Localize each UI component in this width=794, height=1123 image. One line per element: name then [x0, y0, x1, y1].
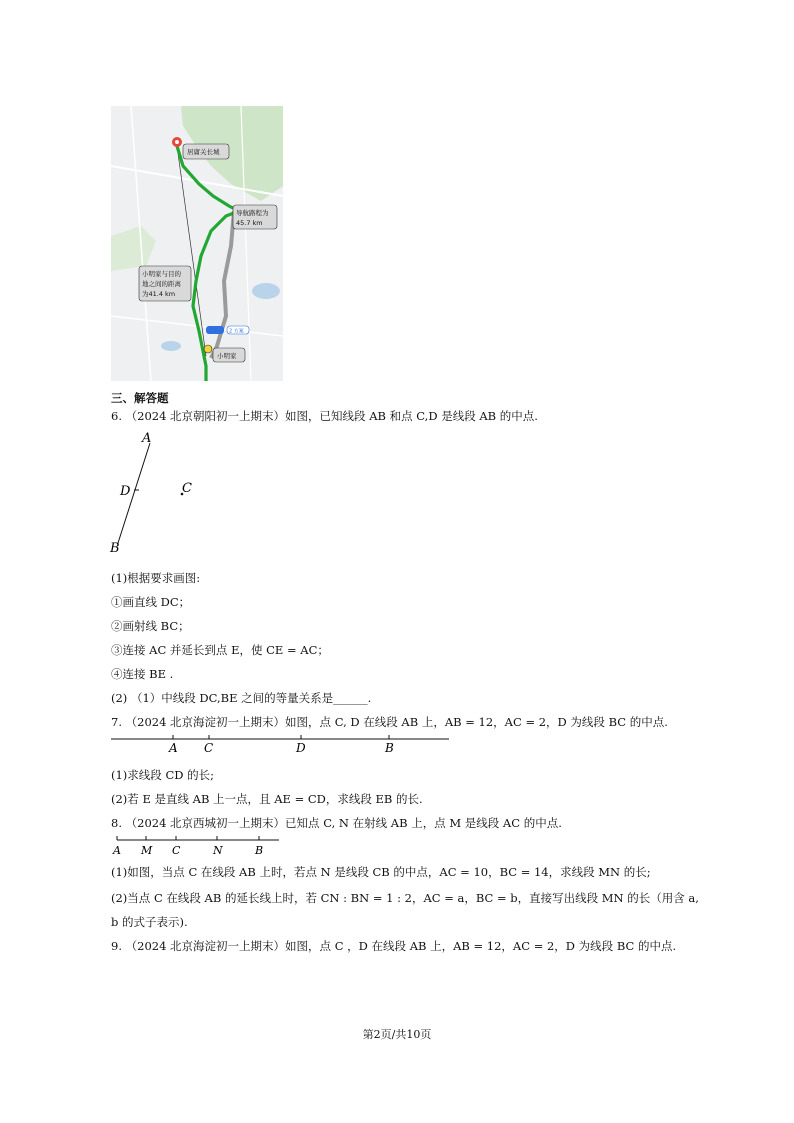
q6-step-2: ②画射线 BC；: [111, 619, 190, 633]
q7-part-1: (1)求线段 CD 的长;: [111, 768, 214, 782]
q8-label-N: N: [213, 844, 223, 857]
q7-label-D: D: [296, 741, 306, 755]
q8-label-M: M: [141, 844, 153, 857]
page-footer: 第2页/共10页: [362, 1028, 432, 1041]
q6-step-3: ③连接 AC 并延长到点 E，使 CE = AC；: [111, 643, 329, 657]
q8-label-C: C: [172, 844, 181, 857]
map-start-label: 居庸关长城: [187, 148, 220, 156]
q7-stem: 7. （2024 北京海淀初一上期末）如图，点 C, D 在线段 AB 上，AB = 12，AC = 2，D 为线段 BC 的中点.: [111, 715, 668, 729]
map-dist-label-line3: 为41.4 km: [142, 290, 176, 298]
q8-figure: [111, 834, 283, 858]
q7-label-A: A: [169, 741, 178, 755]
map-dist-label-line1: 小明家与目的: [142, 270, 181, 278]
q6-label-C: C: [182, 481, 192, 496]
q7-label-C: C: [204, 741, 214, 755]
q8-part-2-line1: (2)当点 C 在线段 AB 的延长线上时，若 CN : BN = 1 : 2，AC = a，BC = b，直接写出线段 MN 的长（用含 a,: [111, 891, 699, 905]
q8-stem: 8. （2024 北京西城初一上期末）已知点 C, N 在射线 AB 上，点 M 是线段 AC 的中点.: [111, 816, 562, 830]
map-nav-label-line2: 45.7 km: [236, 219, 263, 227]
q6-label-B: B: [110, 541, 120, 556]
q6-step-1: ①画直线 DC；: [111, 595, 191, 609]
q6-stem: 6. （2024 北京朝阳初一上期末）如图，已知线段 AB 和点 C,D 是线段 AB 的中点.: [111, 409, 538, 423]
q6-label-A: A: [142, 431, 152, 446]
q8-label-B: B: [255, 844, 264, 857]
q6-label-D: D: [120, 484, 131, 499]
map-plan-badge: 2 方案: [229, 328, 244, 335]
q7-part-2: (2)若 E 是直线 AB 上一点，且 AE = CD，求线段 EB 的长.: [111, 792, 423, 806]
q6-step-4: ④连接 BE .: [111, 667, 174, 681]
q6-sub2: (2) （1）中线段 DC,BE 之间的等量关系是______.: [111, 691, 372, 705]
map-home-label: 小明家: [217, 352, 237, 360]
q7-figure: [111, 733, 451, 755]
q8-part-2-line2: b 的式子表示).: [111, 915, 188, 929]
q6-sub1-title: (1)根据要求画图:: [111, 571, 201, 585]
section-title: 三、解答题: [111, 391, 169, 405]
q7-label-B: B: [385, 741, 394, 755]
q8-part-1: (1)如图，当点 C 在线段 AB 上时，若点 N 是线段 CB 的中点，AC = 10，BC = 14，求线段 MN 的长;: [111, 865, 651, 879]
map-nav-label-line1: 导航路程为: [236, 209, 269, 217]
route-map-figure: [111, 106, 283, 381]
map-dist-label-line2: 地之间的距离: [142, 280, 181, 288]
q9-stem: 9. （2024 北京海淀初一上期末）如图，点 C ，D 在线段 AB 上，AB = 12，AC = 2，D 为线段 BC 的中点.: [111, 939, 677, 953]
q8-label-A: A: [113, 844, 121, 857]
q6-figure: [108, 428, 198, 558]
